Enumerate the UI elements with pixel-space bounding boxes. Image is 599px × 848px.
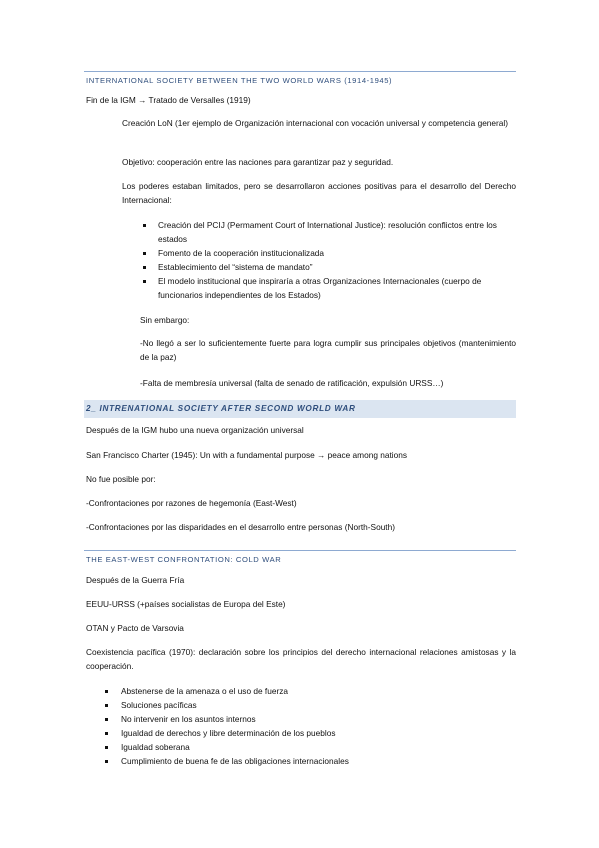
- list-item: El modelo institucional que inspiraría a otras Organizaciones Internacionales (cuerpo de funcionarios independientes de los Estados): [158, 276, 482, 300]
- paragraph: Después de la Guerra Fría: [86, 575, 185, 585]
- section1-heading: INTERNATIONAL SOCIETY BETWEEN THE TWO WORLD WARS (1914-1945): [86, 76, 393, 85]
- list-item: Soluciones pacíficas: [121, 700, 197, 710]
- list-item: No intervenir en los asuntos internos: [121, 714, 256, 724]
- bullet-marker: [105, 732, 108, 735]
- paragraph: -Confrontaciones por razones de hegemonía (East-West): [86, 498, 297, 508]
- section-rule: [84, 71, 516, 72]
- list-item: Igualdad de derechos y libre determinación de los pueblos: [121, 728, 336, 738]
- paragraph: -Confrontaciones por las disparidades en el desarrollo entre personas (North-South): [86, 522, 395, 532]
- list-item: Cumplimiento de buena fe de las obligaciones internacionales: [121, 756, 349, 766]
- paragraph: Creación LoN (1er ejemplo de Organización internacional con vocación universal y competencia general): [122, 118, 509, 128]
- section-rule: [84, 550, 516, 551]
- paragraph: EEUU-URSS (+países socialistas de Europa del Este): [86, 599, 286, 609]
- list-item: Establecimiento del “sistema de mandato”: [158, 262, 313, 272]
- paragraph: Objetivo: cooperación entre las naciones para garantizar paz y seguridad.: [122, 157, 394, 167]
- bullet-marker: [143, 266, 146, 269]
- bullet-marker: [105, 746, 108, 749]
- bullet-marker: [105, 690, 108, 693]
- bullet-marker: [105, 704, 108, 707]
- bullet-marker: [143, 280, 146, 283]
- bullet-marker: [105, 760, 108, 763]
- section2-heading: 2_ INTRENATIONAL SOCIETY AFTER SECOND WORLD WAR: [86, 404, 356, 413]
- paragraph: -Falta de membresía universal (falta de senado de ratificación, expulsión URSS…): [140, 378, 444, 388]
- paragraph: -No llegó a ser lo suficientemente fuerte para logra cumplir sus principales objetivos (mantenimiento de la paz): [140, 338, 516, 362]
- bullet-marker: [143, 224, 146, 227]
- paragraph: Fin de la IGM → Tratado de Versalles (1919): [86, 95, 251, 105]
- list-item: Abstenerse de la amenaza o el uso de fuerza: [121, 686, 288, 696]
- paragraph: OTAN y Pacto de Varsovia: [86, 623, 184, 633]
- list-item: Creación del PCIJ (Permament Court of International Justice): resolución conflictos entre los estados: [158, 220, 497, 244]
- paragraph: Coexistencia pacífica (1970): declaración sobre los principios del derecho internacional relaciones amistosas y la cooperación.: [86, 647, 516, 671]
- paragraph: Después de la IGM hubo una nueva organización universal: [86, 425, 304, 435]
- list-item: Fomento de la cooperación institucionalizada: [158, 248, 325, 258]
- section3-heading: THE EAST-WEST CONFRONTATION: COLD WAR: [86, 555, 282, 564]
- paragraph: San Francisco Charter (1945): Un with a fundamental purpose → peace among nations: [86, 450, 407, 460]
- list-item: Igualdad soberana: [121, 742, 190, 752]
- paragraph: Sin embargo:: [140, 315, 190, 325]
- paragraph: No fue posible por:: [86, 474, 156, 484]
- bullet-marker: [143, 252, 146, 255]
- bullet-marker: [105, 718, 108, 721]
- paragraph: Los poderes estaban limitados, pero se desarrollaron acciones positivas para el desarrollo del Derecho Internacional:: [122, 181, 516, 205]
